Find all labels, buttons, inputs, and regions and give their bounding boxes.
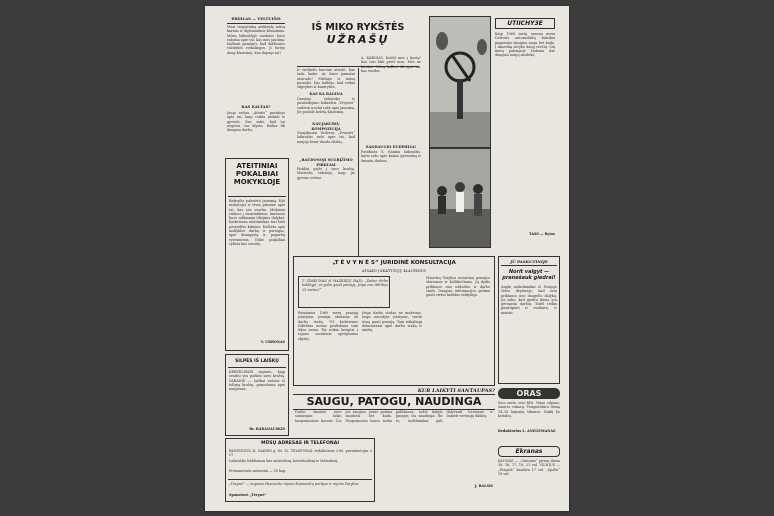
- oras-article: [498, 388, 560, 442]
- juridine-title: „T Ė V Y N Ė S“ JURIDINĖ KONSULTACIJA: [332, 260, 456, 266]
- ekranas-article: [498, 446, 560, 496]
- photo-bottom: [429, 148, 491, 248]
- article-text: Garsiojo ryšininko ir pasižadėjimo laikraštis „Tėvynės“ vadovai nuolat rašė apie jaunimą. Jie pasiūlė keletą klausimų.: [297, 97, 355, 114]
- article-text: Darbo žmonės savo santaupas laiko taupomosiose kasose. Čia jos saugios, jomis galima naudotis bet kada. Taupomosios kasos moka palūkanas, todėl laikyti pinigus čia naudinga. Be to, indėlininkai gali dalyvauti loterijose ir laimėti vertingų daiktų.: [295, 410, 493, 423]
- section-heading: UTIICHY3E: [495, 18, 555, 29]
- article-text: Ir vieškelis barvine atrodė. Kas tada laukė. Ar šiuos pamatai atsirado? Mūšiuje ir mūsų pasaulis. Kas kalbėjo, kad reikia stiprybės ir kantrybės.: [297, 68, 355, 90]
- editor-line: Redaktorius L. ANEGEMANAS: [498, 429, 556, 433]
- article-text: KAUNAS — „Gintaras“ pirma diena 18, 16, 17, 19, 21 val. VILNIUS — „Pergalė“ kasdien 17 val. „Spalis“ 15 val.: [498, 459, 560, 476]
- statue-photo-icon: [430, 17, 490, 147]
- article-text: Remiantis 1960 metų pensijų įstatymu, pensija skiriama už darbo stažą. Už kiekvienus išdirbtus metus pridedama tam tikra suma. Tai reikia kreiptis į rajono socialinio aprūpinimo skyrių.: [298, 311, 358, 341]
- article-text: Pavidinės S. Rankiu laikraštis, kuris rašo apie kaimo gyvenimą ir žmonių darbus.: [361, 150, 421, 163]
- top-left-article: [227, 16, 285, 156]
- section-heading: KAS KALTAS?: [241, 104, 271, 109]
- juridine-subtitle: ATSAKO Į SKAITYTOJŲ KLAUSIMUS: [362, 269, 426, 273]
- article-text: Šiuo metu orai šilti. Vėjas silpnas, šiaurės vakarų. Temperatūra dieną 14–18 laipsnių šilumos. Naktį be kritulių.: [498, 401, 560, 418]
- subheading: SANDAUGIO EUDEHI2A!: [365, 145, 417, 149]
- section-heading: SILPĖS IŠ LAIŠKŲ: [235, 359, 279, 364]
- author-signature: Br. BARANAUSKIS: [249, 427, 285, 431]
- article-text: A. KAROLIS. Kodėl mes į kurią? Kas turi būti prieš mus. Mes ne kitokie. Mūsų kalbos tik apie tai, kas svarbu.: [361, 56, 421, 73]
- newspaper-page: [205, 6, 569, 511]
- article-text: Jauja raštas „Ateitis“ pasakojo apie tai, kaip reikia mokėti ir gyventi. Kas sako, kad tai negerai, tas klysta. Reikia tik daugiau darbo.: [227, 111, 285, 133]
- address-line: Prenumerata mėnesiui — 30 kap.: [229, 469, 287, 473]
- author-signature: TASS — Rytas: [529, 232, 555, 236]
- oras-heading: ORAS: [498, 388, 560, 399]
- section-heading: JŪ PASKUTINIJE: [501, 259, 557, 266]
- article-text: Pirkliai grįžo į savo kraštą. Miestelis sužinojo, kaip jie gyveno svetur.: [297, 167, 355, 180]
- silpe-article: [225, 354, 289, 436]
- juridine-consultation: [293, 256, 495, 386]
- section-heading: ERDILAS — VELTUIŠIS: [231, 16, 281, 21]
- article-text: Naujakuriai Vadovas „Tėvynės“ laikraštis rašė apie tai, kad naujoji žemė duoda derlių.: [297, 131, 355, 144]
- saugu-title: SAUGU, PATOGU, NAUDINGA: [293, 394, 495, 410]
- paskutine-title: Norit valgyt — pranešauk giedrai!: [502, 269, 556, 281]
- rykstes-col-left: [297, 68, 355, 256]
- ekranas-heading: Ekranas: [498, 446, 560, 457]
- paskutine-article: [498, 256, 560, 384]
- article-text: Bažnyčia pakvietė jaunimą. Kiti mokytojai ir tėvai priminė apie tai, kas yra svarbu. Mokiniai rinkosi į susirinkimus, kuriuose buvo aiškinami tikėjimo dalykai. Kiekvienas ateitininkas turi būti pavyzdžiu kitiems. Kalbėta apie mokyklos darbą ir pareigas, apie draugystę ir pagarbą vyresniems. Tokie pokalbiai vyksta kas savaitę.: [229, 199, 285, 246]
- article-text: KERVĖLIŠKIS suprato, kaip svarbu yra pažinti savo kraštą. VARANIS — laiškai rašomi iš tolimų kraštų, pranešama apie naujienas.: [229, 370, 285, 392]
- address-line: PANEVĖŽYS, K. GAIDĖS g. Nr. 12. TELEFONAI: redaktorius 2-65, pavaduotojas 2-57.: [229, 449, 373, 458]
- address-heading: MŪSŲ ADRESAS IR TELEFONAI: [260, 441, 340, 446]
- printing-house: Spaustuvė „Tėvynė“: [229, 493, 267, 497]
- photo-top: [429, 16, 491, 148]
- article-text: Anglų mokslininkai iš Naujojo Velso ištyrinėjo, kad orai priklauso nuo daugelio dalykų. Jie sako, kad giedra diena yra geriausia darbui. Todėl reikia pasirūpinti ir sveikata, ir maistu.: [501, 285, 557, 315]
- address-box: [225, 438, 375, 502]
- ateitiniai-article: [225, 158, 289, 351]
- question-box: [298, 276, 390, 308]
- article-text: Ministrų Tarybos nutarimu pensijos skiriamos ir kolūkiečiams. Jų dydis priklauso nuo uždarbio ir darbo stažo. Daugiau informacijos galima gauti vietos kolūkio valdyboje.: [426, 276, 490, 298]
- section-heading: ATEITINIAI POKALBIAI MOKYKLOJE: [233, 162, 281, 186]
- footer-text: „Tėvynė“ — organas Panevėžio rajono Komunistų partijos ir rajono Tarybos.: [229, 482, 360, 486]
- rykstes-title-line2: UŽRAŠŲ: [326, 33, 390, 46]
- article-text: Visai trupučiuką atskleidę mūsų karinis ir diplomatinis klausimus. Mūsų laikraštyje nuolatos buvo rašoma apie tai, kas mus jaudina. Kalbant pasakyti, kad didžiosios valstybės reikalingos. Ji turėjo daug klausimų. Kas išspręs tai?: [227, 25, 285, 55]
- saugu-kicker: KUR LAIKYTI SANTAUPAS?: [417, 388, 495, 394]
- crowd-photo-icon: [430, 149, 490, 247]
- question-text: T. ŠIMKŪNAS iš MAŽEIKIŲ RAJO. „Dabar dirbu kolūkyje, ar galiu gauti pensiją, jeigu esu išdirbęs 25 metus?“: [302, 279, 388, 292]
- subheading: KAS KA RAGINA: [309, 92, 343, 96]
- author-signature: V. URBONAS: [260, 340, 285, 344]
- subheading: NAUJAKURIŲ KOMPOZICIJA: [311, 122, 341, 131]
- address-line: Laikraštis leidžiamas kas antradienį, ketvirtadienį ir šeštadienį.: [229, 459, 339, 463]
- utit-article: [495, 18, 555, 250]
- article-text: Jeigu darbo stažas ne mažesnis, negu nurodyta įstatyme, turite teisę gauti pensiją. Tam reikalingi dokumentai apie darbo stažą ir amžių.: [362, 311, 422, 333]
- subheading: „RAUDONOJI SUGRĮŽIMO PIRKLIAI: [299, 158, 353, 167]
- rykstes-title-line1: IŠ MIKO RYKŠTĖS: [311, 22, 405, 33]
- rykstes-col-right: [361, 56, 421, 256]
- article-text: Kaip 1968 metų sezono metu Detroito automobilių fabrikai pagamino daugiau negu bet kada. Į Ameriką atvyko daug svečių. Šių metų pabaigoje žadama dar daugiau naujų modelių.: [495, 32, 555, 58]
- author-signature: J. BALSIS: [474, 484, 493, 488]
